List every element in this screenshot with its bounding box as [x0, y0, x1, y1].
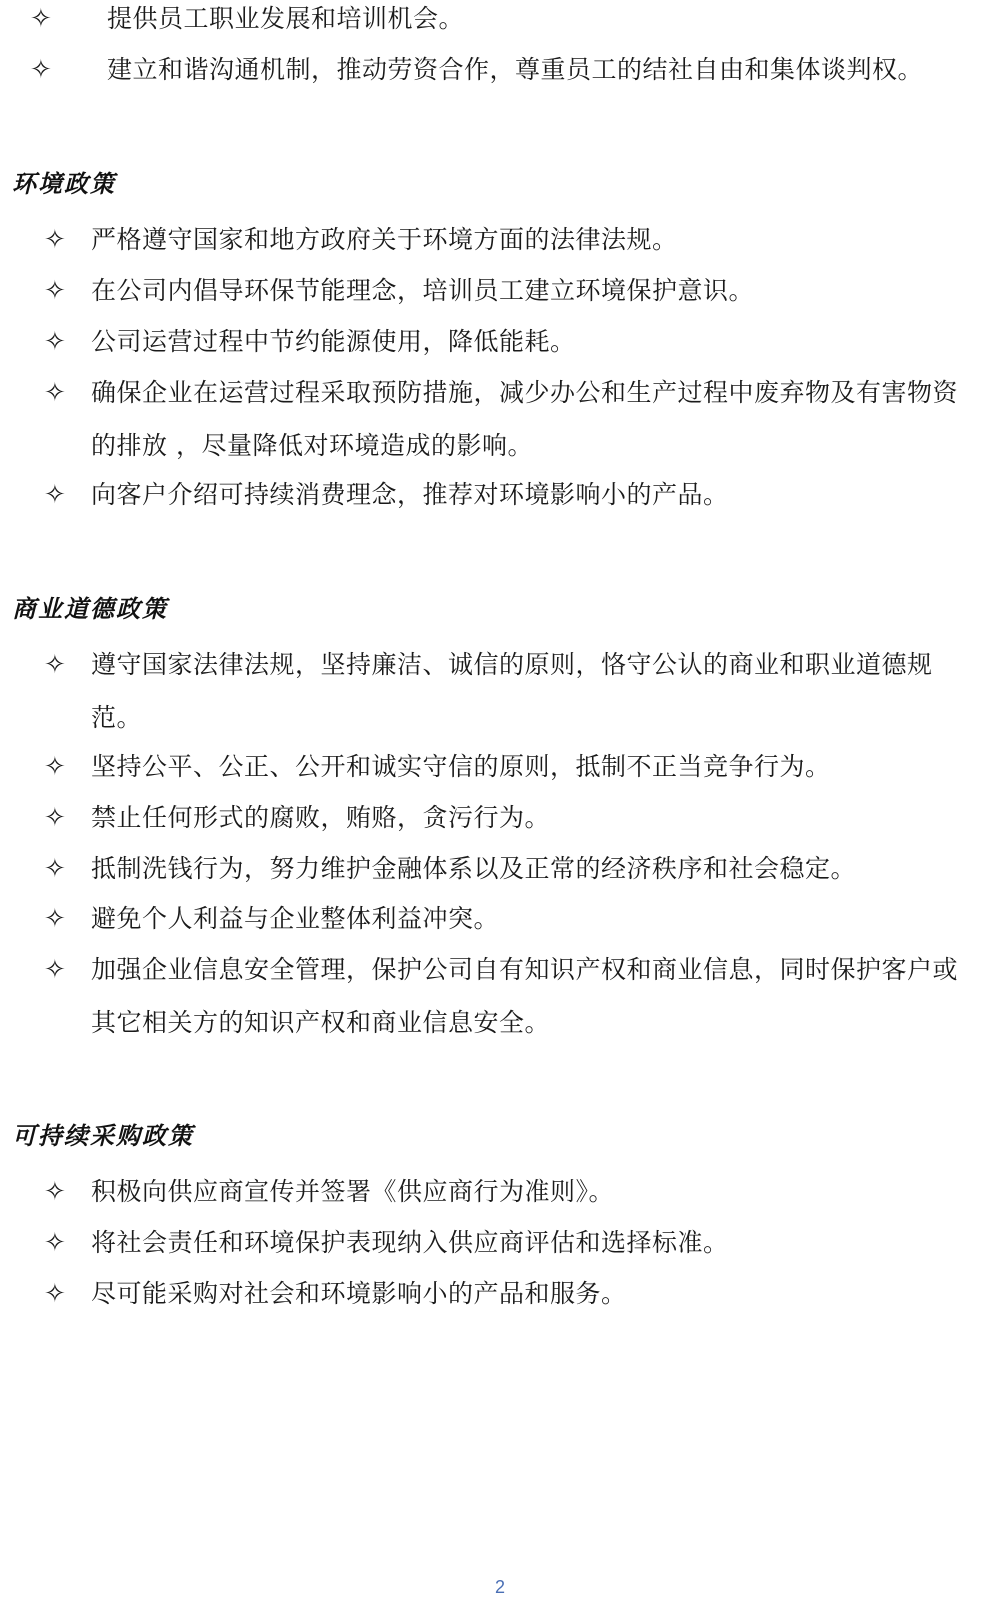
list-item-text: 尽可能采购对社会和环境影响小的产品和服务。 — [91, 1279, 627, 1308]
list-item-text: 加强企业信息安全管理，保护公司自有知识产权和商业信息，同时保护客户或其它相关方的知识产权和商业信息安全。 — [91, 955, 959, 1037]
bullet-icon: ✧ — [44, 1177, 66, 1207]
section-heading: 可持续采购政策 — [12, 1122, 194, 1150]
list-item-text: 向客户介绍可持续消费理念，推荐对环境影响小的产品。 — [91, 480, 729, 509]
section-heading: 环境政策 — [12, 170, 116, 198]
bullet-icon: ✧ — [44, 1279, 66, 1309]
bullet-icon: ✧ — [44, 955, 66, 985]
bullet-icon: ✧ — [44, 225, 66, 255]
list-item-text: 建立和谐沟通机制，推动劳资合作，尊重员工的结社自由和集体谈判权。 — [107, 55, 924, 84]
list-item-text: 将社会责任和环境保护表现纳入供应商评估和选择标准。 — [91, 1228, 729, 1257]
list-item-text: 积极向供应商宣传并签署《供应商行为准则》。 — [91, 1177, 615, 1206]
bullet-icon: ✧ — [44, 752, 66, 782]
list-item-text: 遵守国家法律法规，坚持廉洁、诚信的原则，恪守公认的商业和职业道德规范。 — [91, 650, 933, 732]
bullet-icon: ✧ — [30, 4, 52, 34]
list-item-text: 公司运营过程中节约能源使用，降低能耗。 — [91, 327, 576, 356]
bullet-icon: ✧ — [44, 650, 66, 680]
bullet-icon: ✧ — [44, 1228, 66, 1258]
section-heading: 商业道德政策 — [12, 595, 168, 623]
bullet-icon: ✧ — [44, 904, 66, 934]
list-item-text: 避免个人利益与企业整体利益冲突。 — [91, 904, 500, 933]
list-item-text: 坚持公平、公正、公开和诚实守信的原则，抵制不正当竞争行为。 — [91, 752, 831, 781]
bullet-icon: ✧ — [44, 854, 66, 884]
bullet-icon: ✧ — [44, 803, 66, 833]
list-item-text: 提供员工职业发展和培训机会。 — [107, 4, 465, 33]
bullet-icon: ✧ — [44, 327, 66, 357]
page-number: 2 — [494, 1577, 505, 1597]
list-item-text: 禁止任何形式的腐败，贿赂，贪污行为。 — [91, 803, 551, 832]
list-item-text: 严格遵守国家和地方政府关于环境方面的法律法规。 — [91, 225, 678, 254]
bullet-icon: ✧ — [30, 55, 52, 85]
bullet-icon: ✧ — [44, 276, 66, 306]
list-item-text: 在公司内倡导环保节能理念，培训员工建立环境保护意识。 — [91, 276, 755, 305]
list-item-text: 抵制洗钱行为，努力维护金融体系以及正常的经济秩序和社会稳定。 — [91, 854, 857, 883]
bullet-icon: ✧ — [44, 378, 66, 408]
list-item-text: 确保企业在运营过程采取预防措施，减少办公和生产过程中废弃物及有害物资的排放 ，尽量降低对环境造成的影响。 — [91, 378, 959, 460]
bullet-icon: ✧ — [44, 480, 66, 510]
